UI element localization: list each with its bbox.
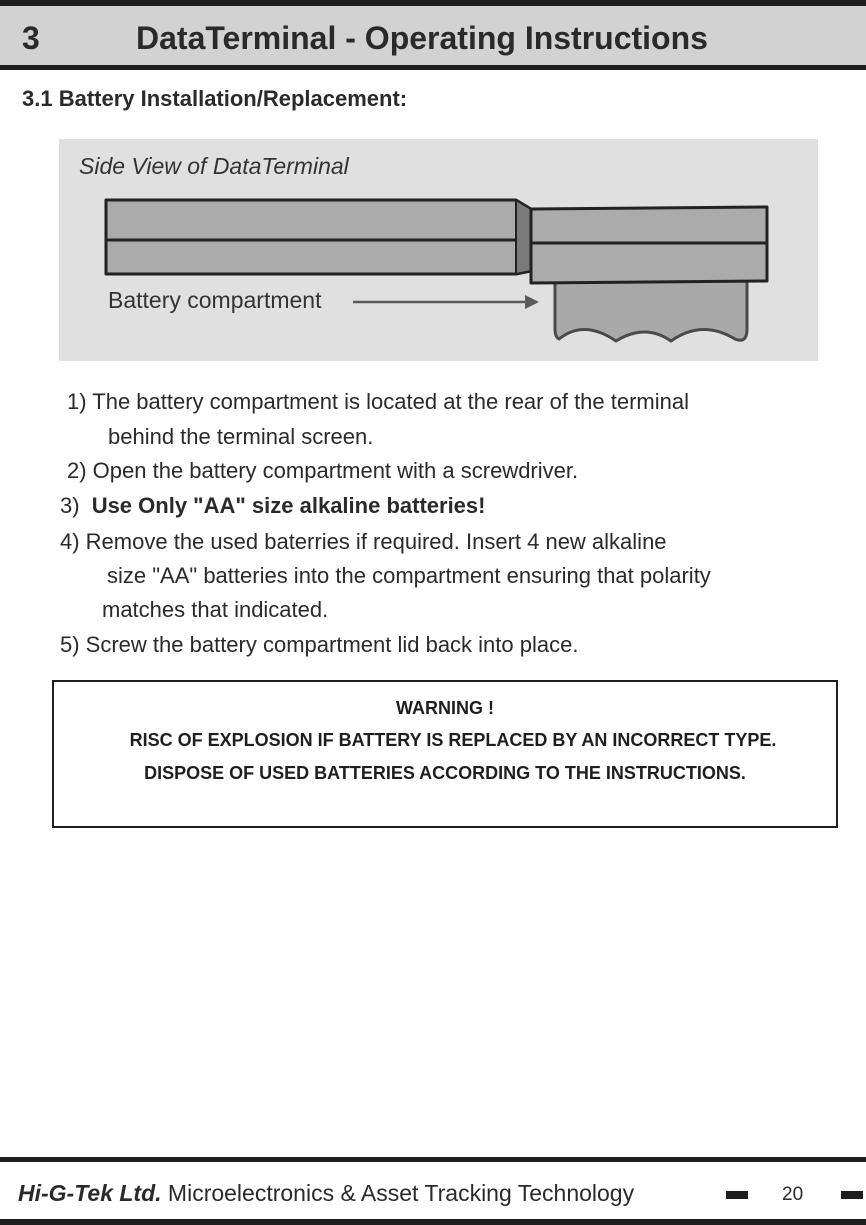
step-2: 2) Open the battery compartment with a screwdriver. — [67, 458, 579, 483]
page-marker-left — [726, 1191, 748, 1199]
step-5: 5) Screw the battery compartment lid back into place. — [60, 632, 579, 657]
step-3-warning-text: Use Only "AA" size alkaline batteries! — [91, 493, 486, 518]
step-3-number: 3) — [60, 493, 80, 518]
step-1-line-2: behind the terminal screen. — [108, 424, 374, 449]
warning-line-2: DISPOSE OF USED BATTERIES ACCORDING TO THE INSTRUCTIONS. — [144, 763, 746, 783]
chapter-title: DataTerminal - Operating Instructions — [136, 20, 708, 56]
terminal-body-joint — [516, 200, 531, 274]
page-marker-right — [841, 1191, 863, 1199]
warning-title: WARNING ! — [396, 698, 494, 718]
step-1-line-1: 1) The battery compartment is located at the rear of the terminal — [67, 389, 690, 414]
footer-brand: Hi-G-Tek Ltd. — [18, 1180, 162, 1206]
warning-line-1: RISC OF EXPLOSION IF BATTERY IS REPLACED BY AN INCORRECT TYPE. — [129, 730, 777, 750]
battery-compartment-label: Battery compartment — [108, 287, 322, 313]
footer-tagline: Microelectronics & Asset Tracking Technology — [167, 1180, 635, 1206]
step-4-line-1: 4) Remove the used baterries if required. Insert 4 new alkaline — [60, 529, 667, 554]
page-number: 20 — [782, 1184, 804, 1205]
chapter-header-bar — [0, 0, 866, 70]
footer-bottom-rule — [0, 1219, 866, 1225]
section-title: 3.1 Battery Installation/Replacement: — [22, 86, 408, 111]
compartment-arrow-head — [525, 295, 539, 309]
step-4-line-2: size "AA" batteries into the compartment ensuring that polarity — [107, 563, 711, 588]
step-4-line-3: matches that indicated. — [102, 597, 329, 622]
step-3 — [60, 493, 485, 519]
terminal-side-view-illustration — [59, 139, 818, 361]
terminal-body-right — [531, 207, 767, 283]
terminal-side-view-diagram — [59, 139, 818, 361]
battery-compartment-shape — [555, 279, 747, 341]
footer-top-rule — [0, 1157, 866, 1162]
chapter-number: 3 — [22, 20, 40, 56]
diagram-caption: Side View of DataTerminal — [79, 153, 349, 179]
footer-text — [18, 1180, 634, 1207]
warning-box — [52, 680, 838, 828]
terminal-body-left — [106, 200, 531, 274]
